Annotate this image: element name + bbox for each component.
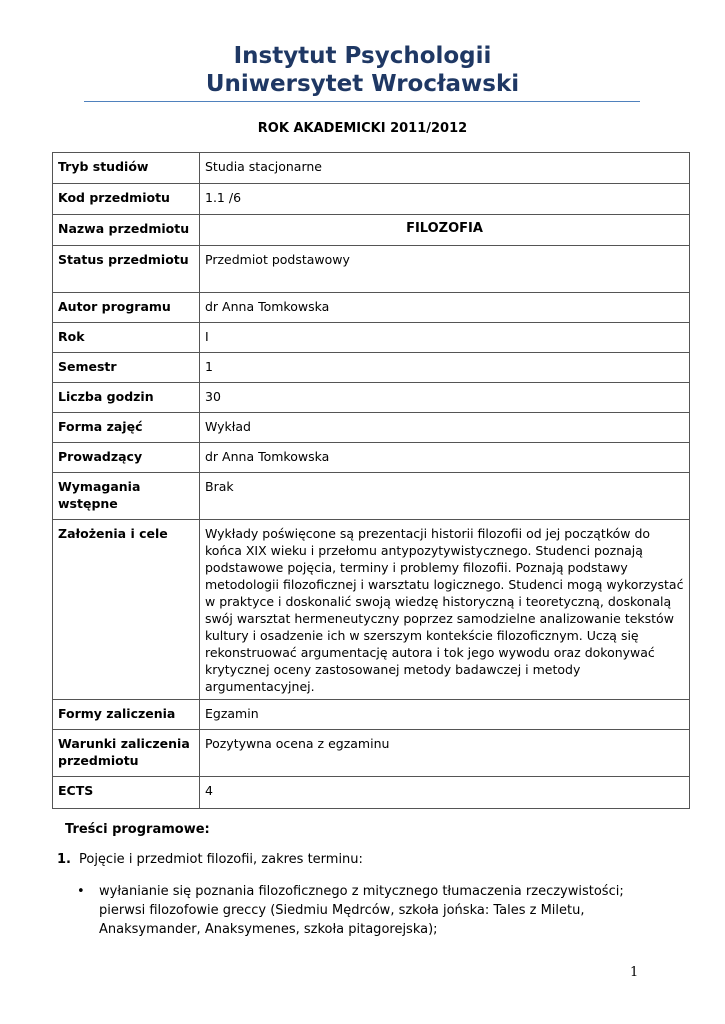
row-value: dr Anna Tomkowska [200, 293, 690, 323]
page-number: 1 [630, 965, 639, 980]
row-label: Kod przedmiotu [53, 184, 200, 215]
item-text: Pojęcie i przedmiot filozofii, zakres terminu: [78, 852, 363, 867]
course-info-table [52, 152, 690, 809]
row-label: Prowadzący [53, 443, 200, 473]
row-label: Autor programu [53, 293, 200, 323]
row-value: Studia stacjonarne [200, 153, 690, 184]
row-label: Warunki zaliczenia przedmiotu [53, 730, 200, 777]
row-label: ECTS [53, 777, 200, 809]
table-row [53, 520, 690, 700]
institute-title [0, 42, 725, 98]
row-value: Przedmiot podstawowy [200, 246, 690, 293]
table-row [53, 215, 690, 246]
table-row [53, 777, 690, 809]
bullet-text: wyłanianie się poznania filozoficznego z mitycznego tłumaczenia rzeczywistości; pierwsi filozofowie greccy (Siedmiu Mędrców, szkoła jońska: Tales z Miletu, Anaksymander, Anaksymenes, szkoła pitagorejska); [99, 884, 624, 937]
table-row [53, 383, 690, 413]
row-label: Formy zaliczenia [53, 700, 200, 730]
table-row [53, 246, 690, 293]
bullet-icon: • [77, 884, 85, 899]
table-row [53, 353, 690, 383]
row-value: 4 [200, 777, 690, 809]
goals-description: Wykłady poświęcone są prezentacji historii filozofii od jej początków do końca XIX wieku i przełomu antypozytywistycznego. Studenci poznają podstawowe pojęcia, terminy i problemy filozofii. Poznają podstawy metodologii filozoficznej i warsztatu logicznego. Studenci mogą wykorzystać w praktyce i doskonalić swoją wiedzę historyczną i teoretyczną, doskonalą swój warsztat hermeneutyczny poprzez samodzielne analizowanie tekstów kultury i osadzenie ich w szerszym kontekście filozoficznym. Uczą się rekonstruować argumentację autora i tok jego wywodu oraz dokonywać krytycznej oceny zastosowanej metody badawczej i metody argumentacyjnej. [200, 520, 690, 700]
row-label: Założenia i cele [53, 520, 200, 700]
title-line-1: Instytut Psychologii [233, 43, 492, 69]
row-value: Egzamin [200, 700, 690, 730]
table-row [53, 700, 690, 730]
row-label: Status przedmiotu [53, 246, 200, 293]
table-row [53, 473, 690, 520]
table-row [53, 293, 690, 323]
table-row [53, 443, 690, 473]
course-name: FILOZOFIA [200, 215, 690, 246]
title-line-2: Uniwersytet Wrocławski [205, 71, 520, 97]
row-label: Tryb studiów [53, 153, 200, 184]
row-value: Pozytywna ocena z egzaminu [200, 730, 690, 777]
item-number: 1. [57, 852, 71, 867]
row-value: 1 [200, 353, 690, 383]
row-value: dr Anna Tomkowska [200, 443, 690, 473]
bullet-item [77, 882, 647, 939]
header-divider [84, 101, 640, 102]
row-value: Wykład [200, 413, 690, 443]
numbered-item [57, 852, 363, 867]
table-row [53, 730, 690, 777]
row-label: Liczba godzin [53, 383, 200, 413]
row-label: Rok [53, 323, 200, 353]
row-label: Nazwa przedmiotu [53, 215, 200, 246]
row-label: Wymagania wstępne [53, 473, 200, 520]
row-value: 30 [200, 383, 690, 413]
table-row [53, 184, 690, 215]
table-row [53, 323, 690, 353]
table-row [53, 413, 690, 443]
row-value: Brak [200, 473, 690, 520]
row-value: I [200, 323, 690, 353]
row-label: Forma zajęć [53, 413, 200, 443]
row-value: 1.1 /6 [200, 184, 690, 215]
table-row [53, 153, 690, 184]
program-heading: Treści programowe: [65, 822, 210, 837]
row-label: Semestr [53, 353, 200, 383]
academic-year: ROK AKADEMICKI 2011/2012 [257, 121, 468, 136]
